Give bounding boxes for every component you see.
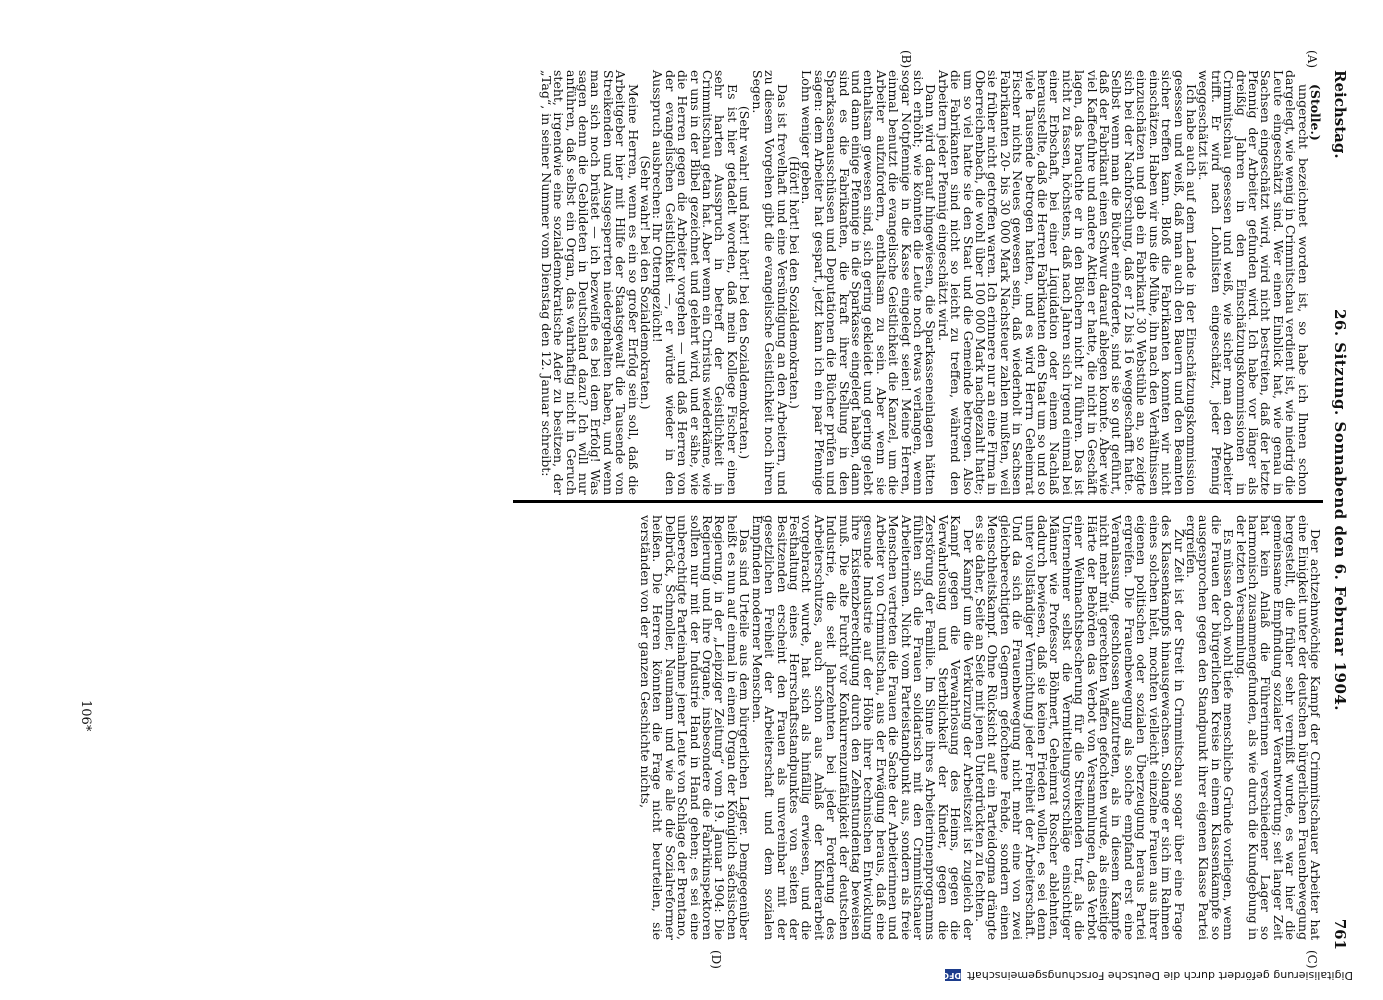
header-left: Reichstag. [1331, 70, 1349, 159]
signature-mark: 106* [78, 700, 93, 732]
paragraph: Dann wird darauf hingewiesen, die Sparkasseneinlagen hätten sich erhöht; wie könnten die Leute noch etwas verlangen, wenn sogar Notpfennige in die Kasse eingelegt seien! Meine Herren, einmal benutzt die evangelische Geistlichkeit die Kanzel, um die Arbeiter aufzufordern, enthaltsam zu sein. Aber wenn sie enthaltsam gewesen sind, sich gering gekleidet und gering gelebt und dann einige Pfennige in die Sparkasse eingelegt haben, dann sind es die Fabrikanten, die kraft ihrer Stellung in den Sparkassenausschüssen und Deputationen die Bücher prüfen und sagen: dem Arbeiter hat gespart, jetzt kann ich ein paar Pfennige Lohn weniger geben. [799, 70, 939, 495]
margin-marker-b: (B) [899, 50, 913, 69]
funding-credit-text: Digitalisierung gefördert durch die Deutsche Forschungsgemeinschaft [967, 969, 1353, 982]
paragraph: Ich habe auch auf dem Lande in der Einschätzungskommission gesessen und weiß, daß man auch den Bauern und den Beamten sicher treffen kann. Bloß die Fabrikanten konnten wir nicht einschätzen. Haben wir uns die Mühe, ihn nach den Verhältnissen einzuschätzen und gab ein Fabrikant 30 Webstühle an, so zeigte sich bei der Nachforschung, daß er 12 bis 16 weggeschafft hatte. Selbst wenn man die Bücher einforderte, sind sie so gut geführt, daß der Fabrikant einen Schwur darauf ablegen konnte. Aber wie viel Kaffeefuhre und andere Aktien er hatte, die nicht in Geschäft lagen, das brauchte er in den Büchern nicht zu führen. Das ist nicht zu fassen, höchstens, daß nach Jahren sich irgend einmal bei einer Erbschaft, bei einer Liquidation oder einem Nachlaß herausstellte, daß die Herren Fabrikanten den Staat um so und so viele Tausende betrogen hatten, und es wird Herrn Geheimrat Fischer nichts Neues gewesen sein, daß wiederholt in Sachsen Fabrikanten 20- bis 30 000 Mark Nachsteuer zahlen mußten, weil sie früher nicht getroffen waren. Ich erinnere nur an eine Firma in Oberreichenbach, die wohl über 100 000 Mark nachgezahlt hatte; um so viel hatte sie den Staat und die Gemeinde betrogen. Also die Fabrikanten sind nicht so leicht zu treffen, während den Arbeitern jeder Pfennig eingeschätzt wird. [935, 70, 1199, 495]
paragraph: Es ist hier getadelt worden, daß mein Kollege Fischer einen sehr harten Ausspruch in betreff der Geistlichkeit in Crimmitschau getan hat. Aber wenn ein Christus wiederkäme, wie er uns in der Bibel gezeichnet und gelehrt wird, und er sähe, wie die Herren gegen die Arbeiter vorgehen — und daß Herren von der evangelischen Geistlichkeit —, er würde wieder in den Ausspruch ausbrechen: Ihr Otterngezücht! [650, 70, 740, 495]
digitization-sidebar [23, 960, 1353, 990]
quote-paragraph: Zur Zeit ist der Streit in Crimmitschau sogar über eine Frage des Klassenkampfs hinausgewachsen. Solange er sich im Rahmen eines solchen hielt, mochten vielleicht einzelne Frauen aus ihrer eigenen politischen oder sozialen Überzeugung heraus Partei ergreifen. Die Frauenbewegung als solche empfand erst eine Veranlassung, geschlossen aufzutreten, als in diesem Kampfe nicht mehr mit gerechten Waffen gefochten wurde, als einseitige Härte der Behörden das Verbot von Versammlungen, das Verbot einer Weihnachtsbescherung für die Streikenden traf, als die Unternehmer selbst die Vermittelungsvorschläge einsichtiger Männer wie Professor Böhmert, Geheimrat Roscher ablehnten, dadurch bewiesen, daß sie keinen Frieden wollen, es sei denn unter vollständiger Vernichtung jeder Freiheit der Arbeiterschaft. Und da sich die Frauenbewegung nicht mehr eine von zwei gleichberechtigten Gegnern gefochtene Fehde, sondern einen Menschheitskampf. Ohne Rücksicht auf ein Parteidogma drängte es sie daher, Seite an Seite mit jenen Unterdrückten zu fechten. [973, 515, 1187, 940]
quote-paragraph: Es müssen doch wohl tiefe menschliche Gründe vorliegen, wenn die Frauen der bürgerlichen Kreise in einem Klassenkampfe so ausgesprochen gegen den Standpunkt ihrer eigenen Klasse Partei ergreifen. [1183, 515, 1237, 940]
margin-marker-d: (D) [709, 950, 723, 969]
interjection: (Sehr wahr! und hört! hört! bei den Sozialdemokraten.) [737, 105, 753, 460]
interjection: (Sehr wahr! bei den Sozialdemokraten.) [638, 155, 654, 410]
right-column [639, 515, 1321, 940]
paragraph: Das sind Urteile aus dem bürgerlichen Lager. Demgegenüber heißt es nun auf einmal in einem Organ der Königlich sächsischen Regierung, in der „Leipziger Zeitung“ vom 19. Januar 1904: Die Regierung und ihre Organe, insbesondere die Fabrikinspektoren sollten nur mit der Industrie Hand in Hand gehen; es sei eine unberechtigte Parteinahme jener Leute von Schlage der Brentano, Delbrück, Schmoller, Naumann und wie alle die Sozialreformer heißen. Die Herren könnten die Frage nicht beurteilen, sie verständen von der ganzen Geschichte nichts, [638, 515, 753, 940]
margin-marker-a: (A) [1305, 50, 1319, 69]
quote-paragraph: Der achtzehnwöchige Kampf der Crimmitschauer Arbeiter hat eine Einigkeit unter der deutschen bürgerlichen Frauenbewegung hergestellt, die früher sehr vermißt wurde, es war hier die gemeinsame Empfindung sozialer Verantwortung; seit langer Zeit hat kein Anlaß die Führerinnen verschiedener Lager so harmonisch zusammengefunden, als wie durch die Kundgebung in der letzten Versammlung. [1233, 515, 1323, 940]
interjection: (Hört! hört! bei den Sozialdemokraten.) [786, 156, 802, 409]
paragraph: Meine Herren, wenn es ein so großer Erfolg sein soll, daß die Arbeitgeber hier mit Hilfe der Staatsgewalt die Tausende von Streikenden und Ausgesperrten niedergehalten haben, und wenn man sich noch brüstet — ich bezweifle es bei dem Erfolg! Was sagen denn die Gebildeten in Deutschland dazu? Ich will nur anführen, daß selbst ein Organ, das wahrhaftig nicht in Geruch steht, irgendwie eine sozialdemokratische Ader zu besitzen, der „Tag“, in seiner Nummer vom Dienstag den 12. Januar schreibt: [538, 70, 641, 495]
header-title: 26. Sitzung. Sonnabend den 6. Februar 1904. [1331, 308, 1349, 712]
funding-credit [23, 969, 1353, 982]
margin-marker-c: (C) [1305, 950, 1319, 969]
dfg-logo-icon: DFG [942, 971, 962, 980]
left-column [539, 70, 1321, 495]
quote-paragraph: Der Kampf um die Verkürzung der Arbeitszeit ist zugleich der Kampf gegen die Verwahrlosung des Heims, gegen die Verwahrlosung und Sterblichkeit der Kinder, gegen die Zerstörung der Familie. Im Sinne ihres Arbeiterinnenprogramms fühlten sich die Frauen solidarisch mit den Crimmitschauer Arbeiterinnen. Nicht vom Parteistandpunkt aus, sondern als freie Menschen vertreten die Frauen die Sache der Arbeiterinnen und Arbeiter von Crimmitschau, aus der Erwägung heraus, daß eine gesunde Industrie auf der Höhe ihrer technischen Entwicklung ihre Existenzberechtigung durch den Zehnstundentag beweisen muß. Die alte Furcht vor Konkurrenzunfähigkeit der deutschen Industrie, die seit Jahrzehnten bei jeder Forderung des Arbeiterschutzes, auch schon aus Anlaß der Kinderarbeit vorgebracht wurde, hat sich als hinfällig erwiesen, und die Festhaltung eines Herrschaftsstandpunktes von seiten der Besitzenden erscheint den Frauen als unvereinbar mit der gesetzlichen Freiheit der Arbeiterschaft und dem sozialen Empfinden moderner Menschen. [749, 515, 976, 940]
paragraph: ungerecht bezeichnet worden ist, so habe ich Ihnen schon dargelegt, wie wenig in Crimmitschau verdient ist, wie niedrig die Leute eingeschätzt sind. Wer einen Einblick hat, wie genau in Sachsen eingeschätzt wird, wird nicht bestreiten, daß der letzte Pfennig der Arbeiter gefunden wird. Ich habe vor länger als dreißig Jahren in den Einschätzungskommissionen in Crimmitschau gesessen und weiß, wie sicher man den Arbeiter trifft. Er wird nach Lohnlisten eingeschätzt, jeder Pfennig weggeschätzt ist. [1196, 70, 1311, 495]
page-header [1327, 70, 1355, 950]
speaker-name: (Stolle.) [1308, 84, 1323, 141]
paragraph: Das ist frevelhaft und eine Versündigung an den Arbeitern, und zu diesem Vorgehen gibt die evangelische Geistlichkeit noch ihren Segen. [749, 70, 790, 495]
column-divider [513, 500, 1323, 503]
page-number: 761 [1331, 918, 1349, 950]
